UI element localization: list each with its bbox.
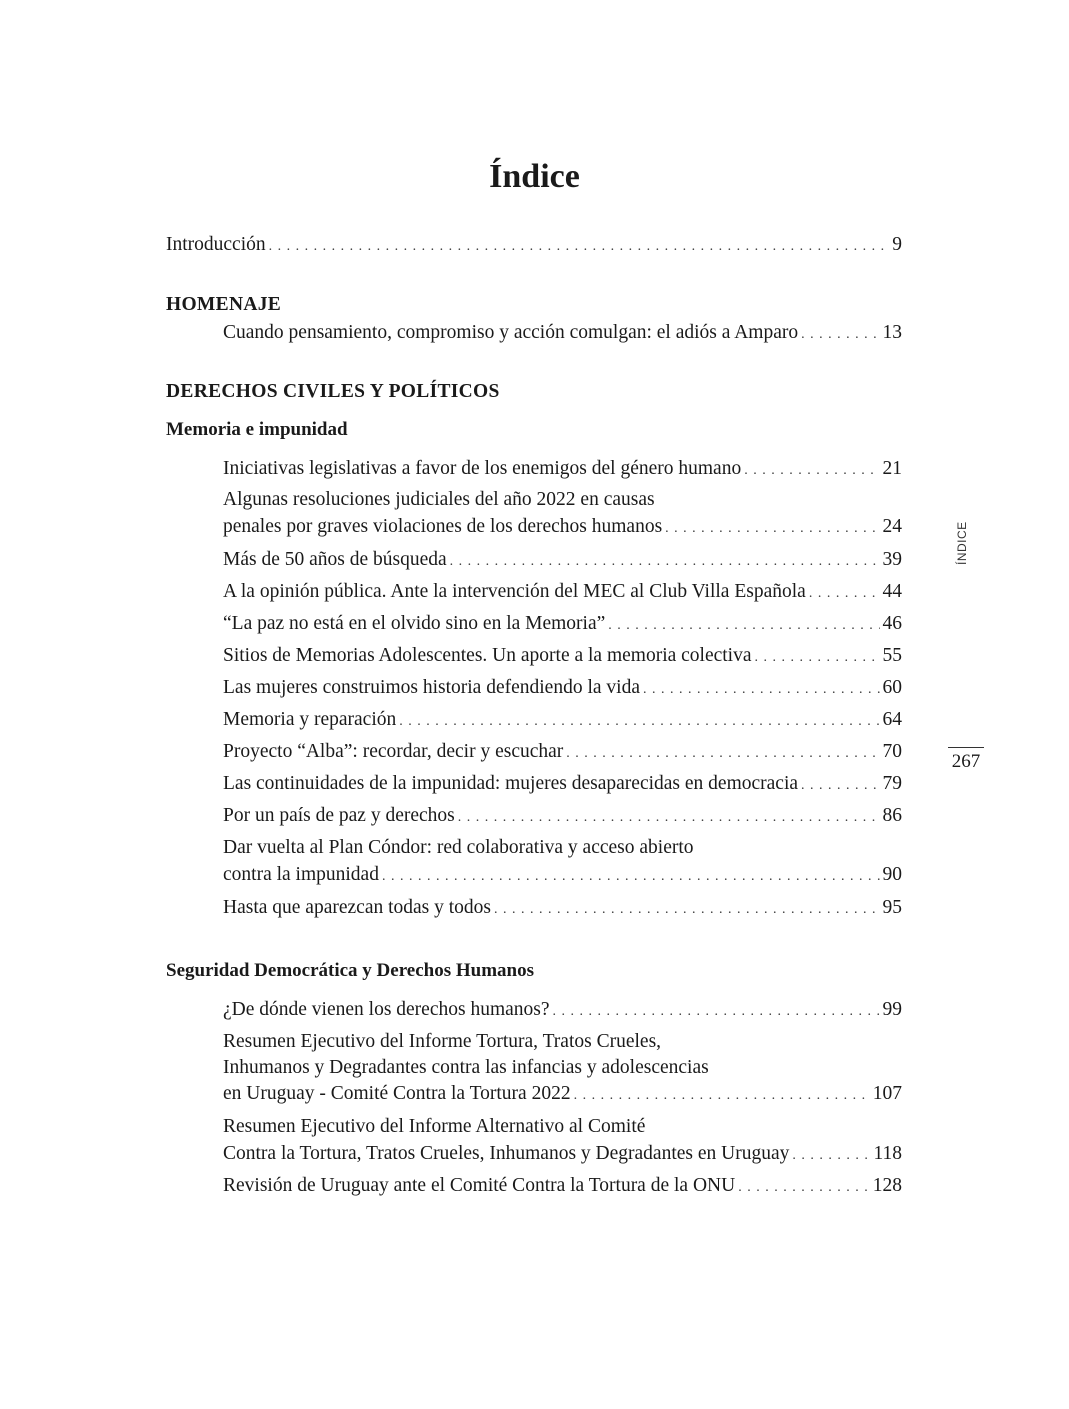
- toc-entry-page: 9: [892, 234, 902, 255]
- toc-entry-page: 24: [882, 516, 902, 537]
- toc-entry-title: Sitios de Memorias Adolescentes. Un aporte a la memoria colectiva: [223, 645, 752, 666]
- toc-entry[interactable]: [223, 997, 902, 1025]
- section-heading-derechos-civiles: DERECHOS CIVILES Y POLÍTICOS: [166, 381, 500, 402]
- toc-entry[interactable]: [223, 643, 902, 671]
- toc-entry-title: Memoria y reparación: [223, 709, 397, 730]
- toc-entry-title: Más de 50 años de búsqueda: [223, 549, 447, 570]
- toc-entry-title: Cuando pensamiento, compromiso y acción comulgan: el adiós a Amparo: [223, 322, 799, 343]
- toc-entry-page: 90: [882, 864, 902, 885]
- section-heading-homenaje: HOMENAJE: [166, 294, 282, 315]
- leader-dots: [792, 1143, 870, 1169]
- toc-entry[interactable]: [223, 675, 902, 703]
- toc-entry-page: 118: [873, 1143, 902, 1164]
- toc-entry[interactable]: [223, 1141, 902, 1169]
- toc-entry[interactable]: [223, 862, 902, 890]
- toc-entry-title: Contra la Tortura, Tratos Crueles, Inhumanos y Degradantes en Uruguay: [223, 1143, 790, 1164]
- toc-entry-title: contra la impunidad: [223, 864, 379, 885]
- toc-entry-page: 60: [882, 677, 902, 698]
- toc-entry-line[interactable]: Inhumanos y Degradantes contra las infancias y adolescencias: [223, 1057, 709, 1078]
- toc-entry[interactable]: [223, 579, 902, 607]
- toc-entry-page: 64: [882, 709, 902, 730]
- toc-entry-page: 46: [882, 613, 902, 634]
- leader-dots: [574, 1083, 870, 1109]
- leader-dots: [608, 613, 879, 639]
- toc-entry[interactable]: [223, 895, 902, 923]
- leader-dots: [801, 322, 879, 348]
- toc-entry-title: Introducción: [166, 234, 266, 255]
- toc-entry-page: 79: [882, 773, 902, 794]
- toc-entry-line[interactable]: Resumen Ejecutivo del Informe Alternativo al Comité: [223, 1116, 646, 1137]
- running-head: ÍNDICE: [955, 521, 969, 565]
- toc-entry[interactable]: [223, 739, 902, 767]
- toc-entry-title: “La paz no está en el olvido sino en la Memoria”: [223, 613, 606, 634]
- toc-entry-line[interactable]: Dar vuelta al Plan Cóndor: red colaborativa y acceso abierto: [223, 837, 694, 858]
- leader-dots: [801, 773, 879, 799]
- leader-dots: [553, 999, 880, 1025]
- toc-entry[interactable]: [223, 803, 902, 831]
- toc-entry-page: 39: [882, 549, 902, 570]
- toc-entry-page: 21: [882, 458, 902, 479]
- leader-dots: [738, 1175, 870, 1201]
- toc-entry-title: A la opinión pública. Ante la intervención del MEC al Club Villa Española: [223, 581, 806, 602]
- leader-dots: [458, 805, 880, 831]
- toc-entry-page: 99: [882, 999, 902, 1020]
- leader-dots: [665, 516, 879, 542]
- toc-entry-title: penales por graves violaciones de los derechos humanos: [223, 516, 663, 537]
- toc-entry-page: 95: [882, 897, 902, 918]
- toc-entry[interactable]: [223, 1081, 902, 1109]
- page-title: Índice: [489, 158, 580, 195]
- subsection-heading-seguridad: Seguridad Democrática y Derechos Humanos: [166, 960, 535, 981]
- toc-entry-title: Iniciativas legislativas a favor de los enemigos del género humano: [223, 458, 742, 479]
- subsection-heading-memoria: Memoria e impunidad: [166, 419, 348, 440]
- leader-dots: [450, 549, 880, 575]
- toc-entry-page: 44: [882, 581, 902, 602]
- page-number-rule: [948, 747, 984, 748]
- leader-dots: [494, 897, 879, 923]
- toc-entry-line[interactable]: Algunas resoluciones judiciales del año 2022 en causas: [223, 489, 655, 510]
- toc-entry[interactable]: [223, 547, 902, 575]
- toc-entry[interactable]: [223, 456, 902, 484]
- leader-dots: [382, 864, 880, 890]
- toc-entry-line[interactable]: Resumen Ejecutivo del Informe Tortura, Tratos Crueles,: [223, 1031, 662, 1052]
- toc-entry-page: 55: [882, 645, 902, 666]
- toc-entry[interactable]: [223, 771, 902, 799]
- toc-entry-title: Hasta que aparezcan todas y todos: [223, 897, 492, 918]
- toc-entry-page: 13: [882, 322, 902, 343]
- toc-entry-title: Las mujeres construimos historia defendiendo la vida: [223, 677, 640, 698]
- toc-entry-page: 86: [882, 805, 902, 826]
- toc-entry[interactable]: [223, 707, 902, 735]
- toc-entry-title: ¿De dónde vienen los derechos humanos?: [223, 999, 550, 1020]
- leader-dots: [809, 581, 880, 607]
- toc-entry-page: 128: [872, 1175, 902, 1196]
- toc-entry-title: Por un país de paz y derechos: [223, 805, 455, 826]
- toc-entry-introduccion[interactable]: [166, 232, 902, 260]
- leader-dots: [755, 645, 880, 671]
- toc-entry[interactable]: [223, 320, 902, 348]
- toc-entry-title: Revisión de Uruguay ante el Comité Contra la Tortura de la ONU: [223, 1175, 736, 1196]
- toc-entry-title: Las continuidades de la impunidad: mujeres desaparecidas en democracia: [223, 773, 799, 794]
- page-number: 267: [951, 751, 981, 772]
- leader-dots: [744, 458, 879, 484]
- toc-entry-page: 70: [882, 741, 902, 762]
- leader-dots: [566, 741, 879, 767]
- toc-entry[interactable]: [223, 1173, 902, 1201]
- leader-dots: [269, 234, 890, 260]
- toc-entry[interactable]: [223, 514, 902, 542]
- leader-dots: [643, 677, 880, 703]
- toc-entry[interactable]: [223, 611, 902, 639]
- toc-entry-title: en Uruguay - Comité Contra la Tortura 2022: [223, 1083, 571, 1104]
- leader-dots: [399, 709, 879, 735]
- toc-entry-page: 107: [872, 1083, 902, 1104]
- toc-entry-title: Proyecto “Alba”: recordar, decir y escuchar: [223, 741, 564, 762]
